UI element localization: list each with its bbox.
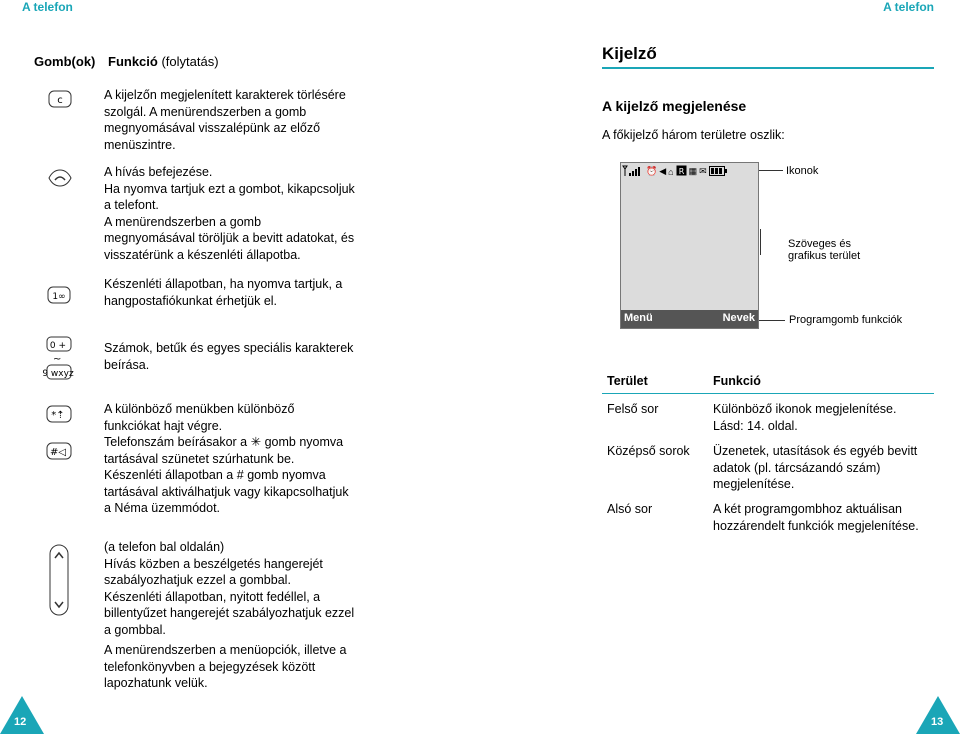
svg-text:R: R xyxy=(678,167,684,176)
callout-line-icons xyxy=(759,170,783,171)
callout-line-softkeys xyxy=(759,320,785,321)
speaker-icon: ◀ xyxy=(659,166,667,176)
table-header-area: Terület xyxy=(607,374,648,388)
c-key-icon xyxy=(48,90,72,108)
running-header-left: A telefon xyxy=(22,0,73,14)
section-title: Kijelző xyxy=(602,44,657,63)
message-icon: ✉ xyxy=(699,166,707,176)
battery-icon xyxy=(709,166,727,178)
number-keys-icon xyxy=(42,336,74,380)
end-key-description: A hívás befejezése. Ha nyomva tartjuk ezt a gombot, kikapcsoljuk a telefont. A menürendszerben a gomb megnyomásával töröljük a bevitt adatokat, és visszatérünk a készenléti állapotba. xyxy=(104,165,355,262)
keypad-lock-icon: ▦ xyxy=(688,166,698,176)
roaming-icon xyxy=(676,165,687,178)
table-row-function: Különböző ikonok megjelenítése. Lásd: 14. oldal. xyxy=(713,402,897,433)
svg-text:*⇡: *⇡ xyxy=(51,410,65,421)
table-rule xyxy=(602,393,934,394)
page-number-left: 12 xyxy=(14,716,27,728)
running-header-right: A telefon xyxy=(883,0,934,14)
display-diagram xyxy=(620,162,759,329)
column-header-function: Funkció (folytatás) xyxy=(108,54,219,69)
callout-text-area: Szöveges és grafikus terület xyxy=(788,238,861,262)
callout-bracket-text xyxy=(760,229,761,255)
home-icon: ⌂ xyxy=(668,166,674,177)
softkey-right: Nevek xyxy=(722,312,755,324)
table-header-function: Funkció xyxy=(713,374,761,388)
status-icon-row xyxy=(622,164,757,179)
star-hash-keys-icon xyxy=(46,405,72,461)
page-number-tab-right xyxy=(916,696,960,734)
table-row-area: Alsó sor xyxy=(607,502,653,516)
svg-text:9 wxyz: 9 wxyz xyxy=(42,369,74,379)
svg-text:0 +: 0 + xyxy=(49,341,67,351)
page-number-right: 13 xyxy=(931,716,944,728)
page-number-tab-left xyxy=(0,696,44,734)
intro-text: A főkijelző három területre oszlik: xyxy=(602,128,785,142)
column-header-key: Gomb(ok) xyxy=(34,54,96,69)
table-row-function: A két programgombhoz aktuálisan hozzárendelt funkciók megjelenítése. xyxy=(713,502,919,533)
number-keys-description: Számok, betűk és egyes speciális karakterek beírása. xyxy=(104,341,354,372)
callout-icons: Ikonok xyxy=(786,165,819,177)
star-hash-keys-description: A különböző menükben különböző funkciókat hajt végre. Telefonszám beírásakor a ✳ gomb nyomva tartásával szünetet szúrhatunk be. Készenléti állapotban a # gomb nyomva tartásával aktiválhatjuk vagy kikapcsolhatjuk a Néma üzemmódot. xyxy=(104,402,349,515)
svg-text:~: ~ xyxy=(53,354,62,365)
table-row-area: Középső sorok xyxy=(607,444,690,458)
volume-key-icon xyxy=(48,544,70,616)
softkey-left: Menü xyxy=(624,312,653,324)
section-rule xyxy=(602,67,934,69)
svg-text:1∞: 1∞ xyxy=(52,292,66,302)
voicemail-key-icon xyxy=(47,286,71,304)
voicemail-key-description: Készenléti állapotban, ha nyomva tartjuk, a hangpostafiókunkat érhetjük el. xyxy=(104,277,343,308)
softkey-bar xyxy=(621,310,758,328)
callout-softkeys: Programgomb funkciók xyxy=(789,314,903,326)
volume-key-description: (a telefon bal oldalán) Hívás közben a beszélgetés hangerejét szabályozhatjuk ezzel a gombbal. Készenléti állapotban, nyitott fedéllel, a billentyűzet hangerejét szabályozhatjuk ezzel a gombbal. A menürendszerben a menüopciók, illetve a telefonkönyvben a bejegyzések között lapozhatunk velük. xyxy=(104,540,355,690)
signal-icon xyxy=(622,165,644,179)
end-key-icon xyxy=(47,168,73,188)
hash-symbol-icon: # xyxy=(236,468,244,482)
alarm-icon: ⏰ xyxy=(646,166,658,176)
subsection-title: A kijelző megjelenése xyxy=(602,98,747,114)
svg-text:c: c xyxy=(57,95,63,106)
table-row-area: Felső sor xyxy=(607,402,659,416)
c-key-description: A kijelzőn megjelenített karakterek törlésére szolgál. A menürendszerben a gomb megnyomásával visszalépünk az előző menüszintre. xyxy=(104,88,346,152)
star-symbol-icon: ✳ xyxy=(250,435,262,449)
svg-text:#◁: #◁ xyxy=(49,447,67,458)
table-row-function: Üzenetek, utasítások és egyéb bevitt adatok (pl. tárcsázandó szám) megjelenítése. xyxy=(713,444,918,491)
